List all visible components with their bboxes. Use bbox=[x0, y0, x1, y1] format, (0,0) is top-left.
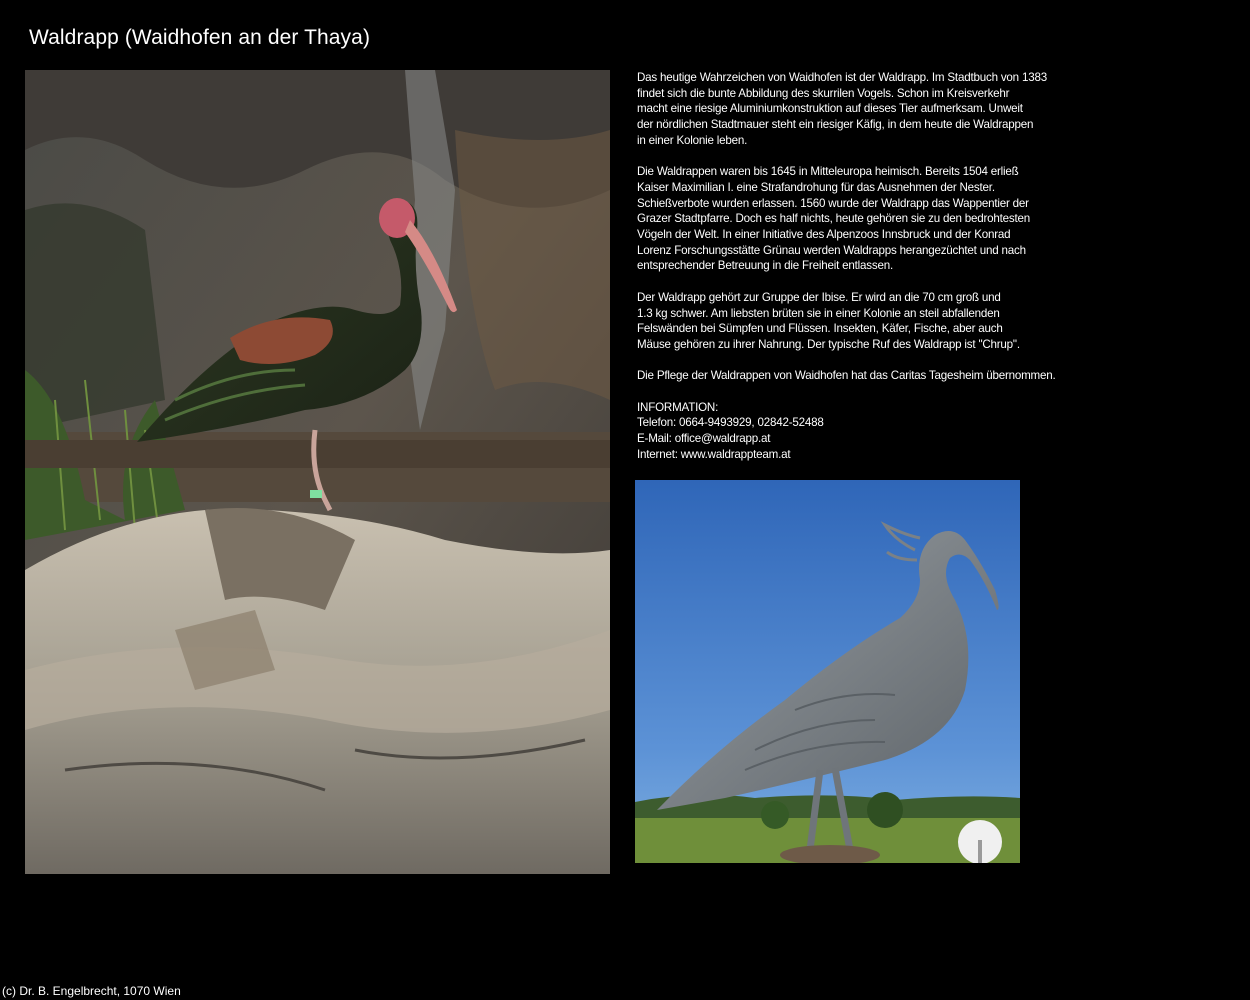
paragraph-3-line: Felswänden bei Sümpfen und Flüssen. Insekten, Käfer, Fische, aber auch bbox=[637, 322, 1003, 336]
waldrapp-photo bbox=[25, 70, 610, 874]
paragraph-1-line: findet sich die bunte Abbildung des skurrilen Vogels. Schon im Kreisverkehr bbox=[637, 86, 1010, 100]
description-paragraph-4 bbox=[637, 368, 1107, 384]
information-phone: Telefon: 0664-9493929, 02842-52488 bbox=[637, 416, 824, 430]
paragraph-2-line: Kaiser Maximilian I. eine Strafandrohung für das Ausnehmen der Nester. bbox=[637, 180, 995, 194]
waldrapp-sculpture-photo bbox=[635, 480, 1020, 863]
paragraph-3-line: 1.3 kg schwer. Am liebsten brüten sie in einer Kolonie an steil abfallenden bbox=[637, 306, 1000, 320]
information-website: Internet: www.waldrappteam.at bbox=[637, 447, 791, 461]
paragraph-2-line: entsprechender Betreuung in die Freiheit entlassen. bbox=[637, 259, 893, 273]
description-column bbox=[637, 70, 1107, 478]
paragraph-1-line: in einer Kolonie leben. bbox=[637, 133, 748, 147]
paragraph-1-line: der nördlichen Stadtmauer steht ein riesiger Käfig, in dem heute die Waldrappen bbox=[637, 118, 1034, 132]
paragraph-1-line: macht eine riesige Aluminiumkonstruktion auf dieses Tier aufmerksam. Unweit bbox=[637, 102, 1023, 116]
paragraph-3-line: Mäuse gehören zu ihrer Nahrung. Der typische Ruf des Waldrapp ist "Chrup". bbox=[637, 337, 1020, 351]
waldrapp-photo-illustration bbox=[25, 70, 610, 874]
description-paragraph-2 bbox=[637, 164, 1107, 274]
description-paragraph-3 bbox=[637, 290, 1107, 353]
paragraph-2-line: Die Waldrappen waren bis 1645 in Mitteleuropa heimisch. Bereits 1504 erließ bbox=[637, 165, 1019, 179]
paragraph-2-line: Vögeln der Welt. In einer Initiative des Alpenzoos Innsbruck und der Konrad bbox=[637, 228, 1011, 242]
description-paragraph-1 bbox=[637, 70, 1107, 149]
information-heading: INFORMATION: bbox=[637, 400, 719, 414]
paragraph-2-line: Lorenz Forschungsstätte Grünau werden Waldrapps herangezüchtet und nach bbox=[637, 243, 1026, 257]
paragraph-2-line: Grazer Stadtpfarre. Doch es half nichts, heute gehören sie zu den bedrohtesten bbox=[637, 212, 1031, 226]
waldrapp-sculpture-illustration bbox=[635, 480, 1020, 863]
paragraph-3-line: Der Waldrapp gehört zur Gruppe der Ibise. Er wird an die 70 cm groß und bbox=[637, 290, 1001, 304]
information-block bbox=[637, 400, 1107, 463]
copyright-footer: (c) Dr. B. Engelbrecht, 1070 Wien bbox=[2, 984, 181, 998]
paragraph-1-line: Das heutige Wahrzeichen von Waidhofen ist der Waldrapp. Im Stadtbuch von 1383 bbox=[637, 71, 1047, 84]
paragraph-2-line: Schießverbote wurden erlassen. 1560 wurde der Waldrapp das Wappentier der bbox=[637, 196, 1029, 210]
page-title: Waldrapp (Waidhofen an der Thaya) bbox=[29, 26, 371, 49]
information-email: E-Mail: office@waldrapp.at bbox=[637, 432, 771, 446]
paragraph-4-line: Die Pflege der Waldrappen von Waidhofen hat das Caritas Tagesheim übernommen. bbox=[637, 369, 1056, 383]
